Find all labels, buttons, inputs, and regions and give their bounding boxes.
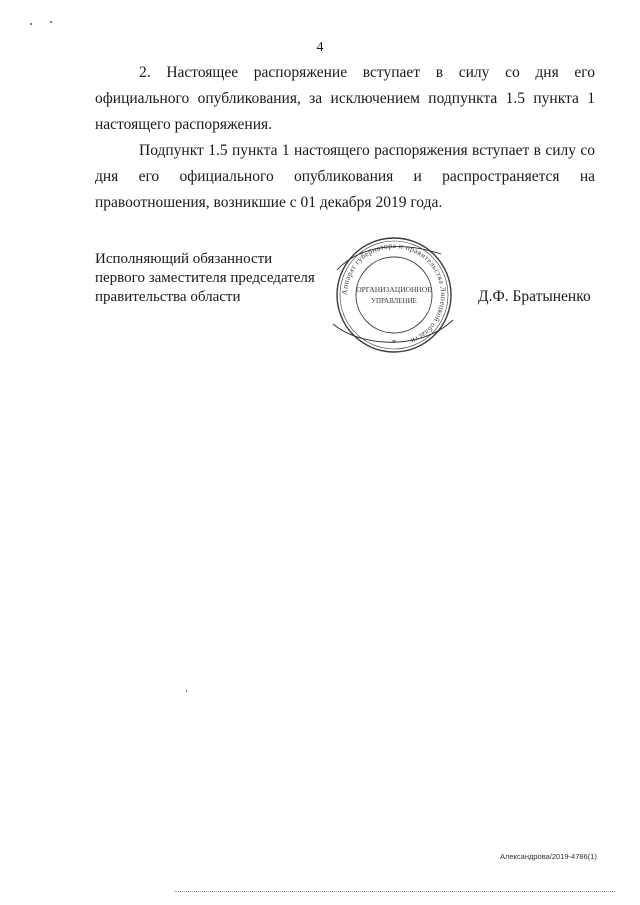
paragraph-subclause (95, 138, 595, 216)
signatory-title (95, 250, 335, 307)
scan-speck (30, 23, 32, 25)
signatory-line: первого заместителя председателя (95, 270, 315, 286)
paragraph-text: Подпункт 1.5 пункта 1 настоящего распоряжения вступает в силу со дня его официального опубликования и распространяется на правоотношения, возникшие с 01 декабря 2019 года. (95, 142, 595, 211)
document-reference: Александрова/2019-4786(1) (500, 852, 597, 861)
signatory-line: правительства области (95, 289, 241, 305)
official-stamp-seal (329, 236, 459, 354)
paragraph-text: 2. Настоящее распоряжение вступает в силу со дня его официального опубликования, за исключением подпункта 1.5 пункта 1 настоящего распоряжения. (95, 64, 595, 133)
stamp-center-line: ОРГАНИЗАЦИОННОЕ (356, 285, 432, 294)
stamp-star: * (391, 338, 397, 348)
scan-speck (50, 21, 52, 23)
signer-name: Д.Ф. Братыненко (478, 288, 591, 305)
signatory-line: Исполняющий обязанности (95, 251, 273, 267)
stamp-ring-text: Аппарат губернатора и правительства Липецкой области (339, 240, 449, 346)
scan-speck (186, 690, 187, 692)
paragraph-effective-date (95, 60, 595, 138)
page-number: 4 (316, 40, 324, 55)
scan-edge-line (175, 891, 615, 892)
stamp-center-line: УПРАВЛЕНИЕ (371, 297, 417, 305)
